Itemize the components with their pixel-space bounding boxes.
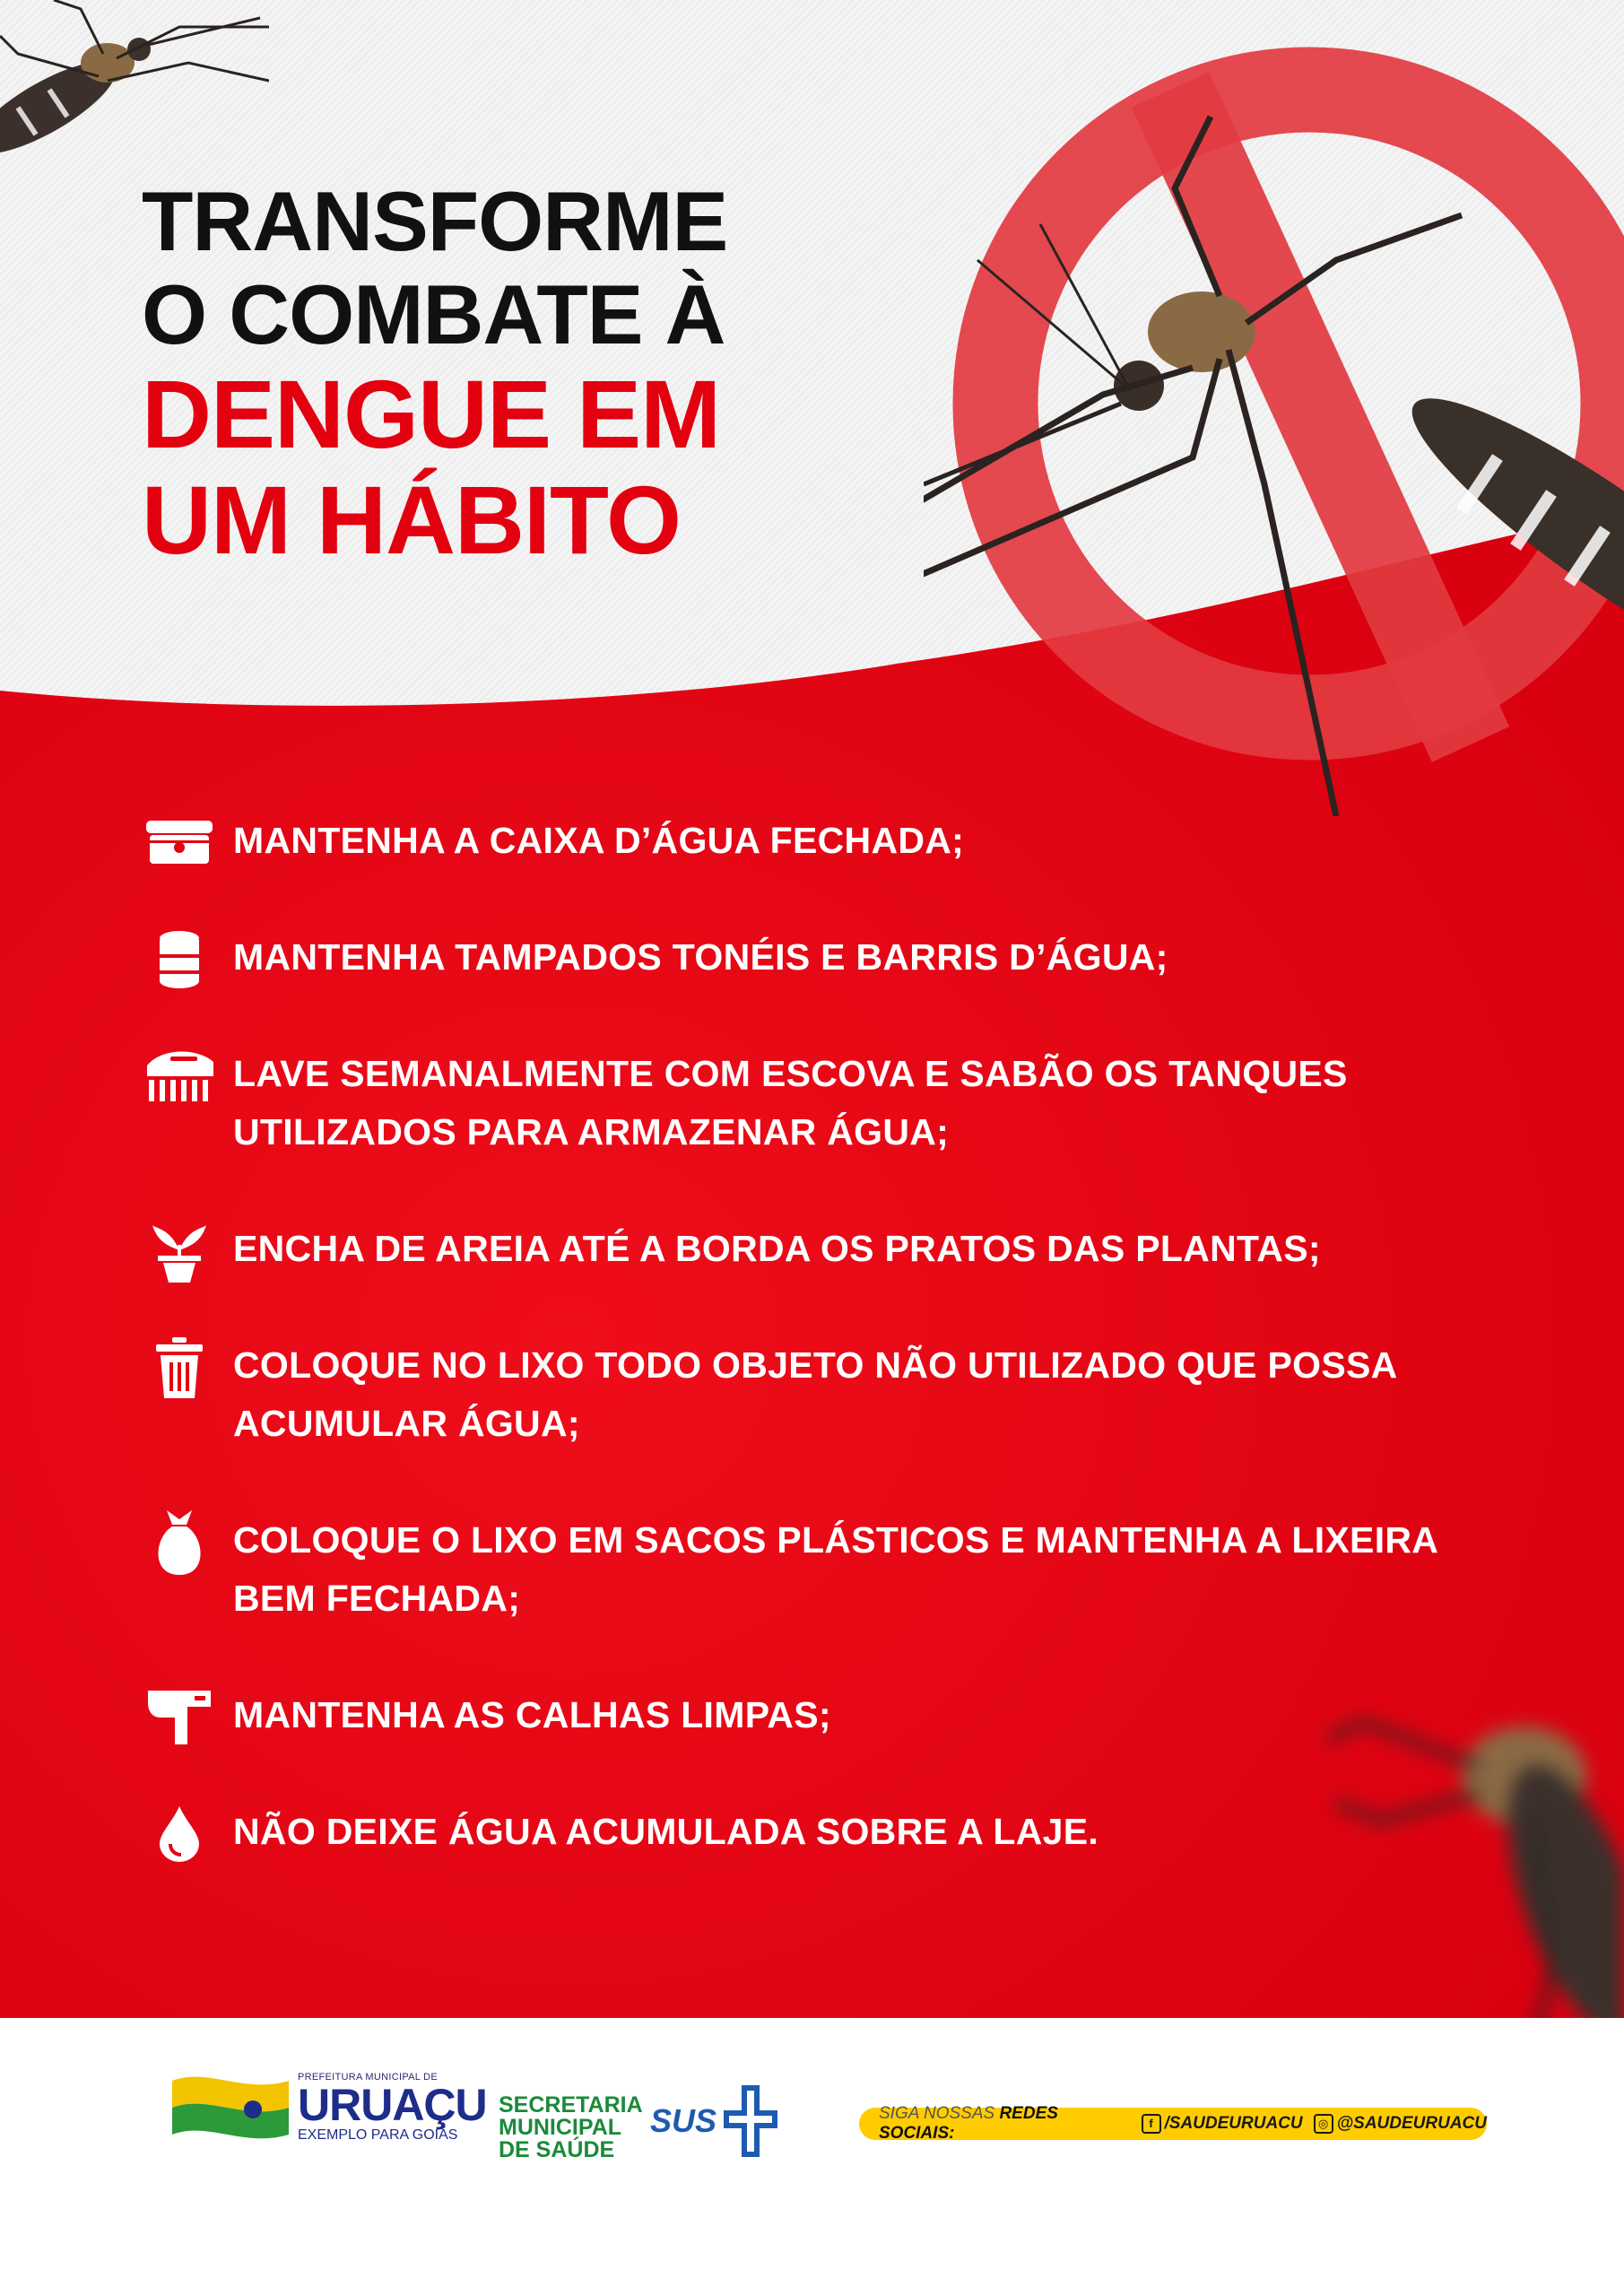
water-tank-icon [143,812,215,874]
prefeitura-label: PREFEITURA MUNICIPAL DE [298,2072,439,2083]
city-name: URUAÇU [298,2080,487,2130]
list-item [143,1511,1489,1628]
tip-text: ENCHA DE AREIA ATÉ A BORDA OS PRATOS DAS PLANTAS; [233,1228,1321,1269]
goias-flag-icon [172,2072,289,2144]
tip-text: MANTENHA A CAIXA D’ÁGUA FECHADA; [233,820,965,861]
list-item [143,1803,1489,1866]
brush-icon [143,1045,215,1108]
plant-pot-icon [143,1220,215,1283]
gutter-icon [143,1686,215,1749]
social-prefix: SIGA NOSSAS [879,2104,995,2123]
secretaria-line-2: MUNICIPAL [499,2115,622,2140]
list-item [143,928,1489,991]
mosquito-top-left-icon [0,0,269,197]
list-item [143,1686,1489,1749]
page-title [142,174,728,578]
facebook-icon: f [1142,2114,1161,2134]
tip-text: MANTENHA AS CALHAS LIMPAS; [233,1694,831,1735]
social-label: REDES SOCIAIS: [879,2104,1058,2143]
sus-logo [650,2085,777,2157]
list-item [143,1336,1489,1453]
list-item [143,1045,1489,1161]
trash-bag-icon [143,1511,215,1574]
water-drop-icon [143,1803,215,1866]
social-media-banner [859,2104,1487,2143]
tip-text: COLOQUE O LIXO EM SACOS PLÁSTICOS E MANTENHA A LIXEIRA BEM FECHADA; [233,1519,1437,1619]
barrel-icon [143,928,215,991]
title-line-4: UM HÁBITO [142,465,681,574]
sus-label: SUS [650,2102,717,2139]
instagram-icon: ◎ [1314,2114,1333,2134]
footer [0,2018,1624,2296]
secretaria-logo [499,2094,643,2161]
secretaria-line-1: SECRETARIA [499,2092,643,2118]
tip-text: COLOQUE NO LIXO TODO OBJETO NÃO UTILIZADO QUE POSSA ACUMULAR ÁGUA; [233,1344,1397,1444]
title-line-1: TRANSFORME [142,174,728,268]
instagram-link[interactable] [1314,2114,1487,2134]
tip-text: NÃO DEIXE ÁGUA ACUMULADA SOBRE A LAJE. [233,1811,1099,1852]
prohibition-sign-icon [924,36,1624,816]
sus-cross-icon [724,2085,777,2157]
facebook-handle: /SAUDEURUACU [1164,2114,1303,2133]
facebook-link[interactable] [1142,2114,1303,2134]
list-item [143,1220,1489,1283]
secretaria-line-3: DE SAÚDE [499,2137,615,2162]
city-slogan: EXEMPLO PARA GOIÁS [298,2127,458,2143]
trash-can-icon [143,1336,215,1399]
title-line-3: DENGUE EM [142,360,721,468]
title-line-2: O COMBATE À [142,267,725,361]
list-item [143,812,1489,874]
instagram-handle: @SAUDEURUACU [1336,2114,1487,2133]
tip-text: MANTENHA TAMPADOS TONÉIS E BARRIS D’ÁGUA; [233,936,1168,978]
tip-text: LAVE SEMANALMENTE COM ESCOVA E SABÃO OS TANQUES UTILIZADOS PARA ARMAZENAR ÁGUA; [233,1053,1348,1152]
